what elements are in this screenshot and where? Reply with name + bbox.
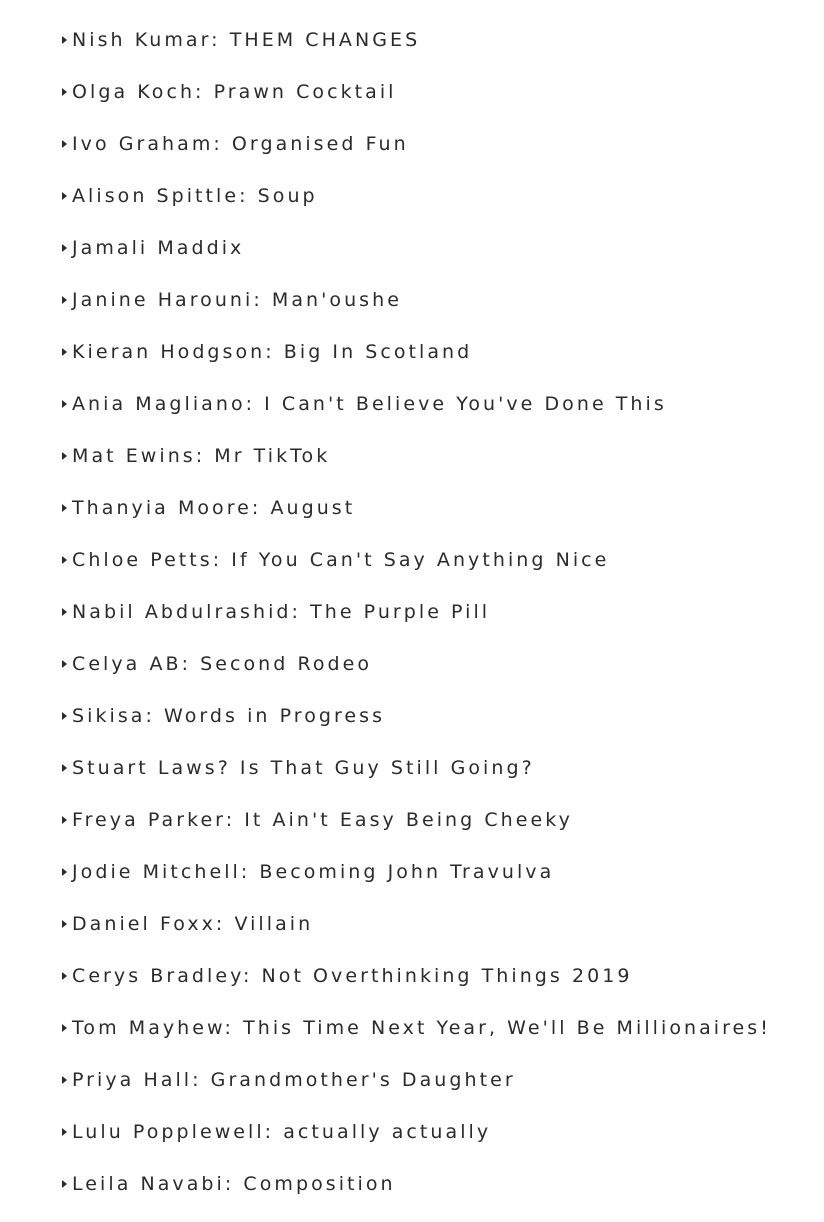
caret-right-icon (62, 1024, 67, 1032)
show-item[interactable] (62, 222, 822, 274)
show-item[interactable] (62, 1002, 822, 1054)
show-item[interactable] (62, 1158, 822, 1210)
show-title: Freya Parker: It Ain't Easy Being Cheeky (72, 809, 573, 831)
show-item[interactable] (62, 66, 822, 118)
caret-right-icon (62, 816, 67, 824)
show-title: Mat Ewins: Mr TikTok (72, 445, 331, 467)
caret-right-icon (62, 920, 67, 928)
caret-right-icon (62, 1180, 67, 1188)
show-title: Celya AB: Second Rodeo (72, 653, 373, 675)
caret-right-icon (62, 660, 67, 668)
caret-right-icon (62, 400, 67, 408)
show-item[interactable] (62, 534, 822, 586)
caret-right-icon (62, 712, 67, 720)
show-title: Daniel Foxx: Villain (72, 913, 314, 935)
show-item[interactable] (62, 1106, 822, 1158)
caret-right-icon (62, 348, 67, 356)
show-title: Jamali Maddix (72, 237, 245, 259)
show-title: Nabil Abdulrashid: The Purple Pill (72, 601, 491, 623)
show-title: Nish Kumar: THEM CHANGES (72, 29, 421, 51)
show-item[interactable] (62, 690, 822, 742)
caret-right-icon (62, 868, 67, 876)
show-title: Thanyia Moore: August (72, 497, 356, 519)
caret-right-icon (62, 1128, 67, 1136)
show-title: Kieran Hodgson: Big In Scotland (72, 341, 473, 363)
caret-right-icon (62, 244, 67, 252)
caret-right-icon (62, 1076, 67, 1084)
caret-right-icon (62, 296, 67, 304)
show-item[interactable] (62, 1054, 822, 1106)
show-title: Stuart Laws? Is That Guy Still Going? (72, 757, 535, 779)
show-item[interactable] (62, 846, 822, 898)
show-title: Tom Mayhew: This Time Next Year, We'll Be Millionaires! (72, 1017, 771, 1039)
show-item[interactable] (62, 170, 822, 222)
show-item[interactable] (62, 326, 822, 378)
show-item[interactable] (62, 794, 822, 846)
show-title: Sikisa: Words in Progress (72, 705, 386, 727)
caret-right-icon (62, 88, 67, 96)
show-item[interactable] (62, 118, 822, 170)
caret-right-icon (62, 140, 67, 148)
caret-right-icon (62, 504, 67, 512)
caret-right-icon (62, 36, 67, 44)
show-item[interactable] (62, 14, 822, 66)
show-title: Janine Harouni: Man'oushe (72, 289, 402, 311)
show-item[interactable] (62, 482, 822, 534)
show-item[interactable] (62, 430, 822, 482)
show-item[interactable] (62, 378, 822, 430)
show-list (62, 14, 822, 1210)
show-title: Cerys Bradley: Not Overthinking Things 2019 (72, 965, 633, 987)
show-item[interactable] (62, 898, 822, 950)
show-title: Olga Koch: Prawn Cocktail (72, 81, 397, 103)
show-item[interactable] (62, 950, 822, 1002)
caret-right-icon (62, 556, 67, 564)
caret-right-icon (62, 452, 67, 460)
show-title: Chloe Petts: If You Can't Say Anything Nice (72, 549, 610, 571)
show-title: Jodie Mitchell: Becoming John Travulva (72, 861, 555, 883)
show-item[interactable] (62, 742, 822, 794)
show-title: Lulu Popplewell: actually actually (72, 1121, 492, 1143)
show-title: Leila Navabi: Composition (72, 1173, 396, 1195)
caret-right-icon (62, 608, 67, 616)
show-item[interactable] (62, 638, 822, 690)
show-item[interactable] (62, 586, 822, 638)
caret-right-icon (62, 764, 67, 772)
show-title: Priya Hall: Grandmother's Daughter (72, 1069, 516, 1091)
caret-right-icon (62, 192, 67, 200)
show-title: Ania Magliano: I Can't Believe You've Done This (72, 393, 667, 415)
show-item[interactable] (62, 274, 822, 326)
caret-right-icon (62, 972, 67, 980)
show-title: Alison Spittle: Soup (72, 185, 318, 207)
show-title: Ivo Graham: Organised Fun (72, 133, 409, 155)
